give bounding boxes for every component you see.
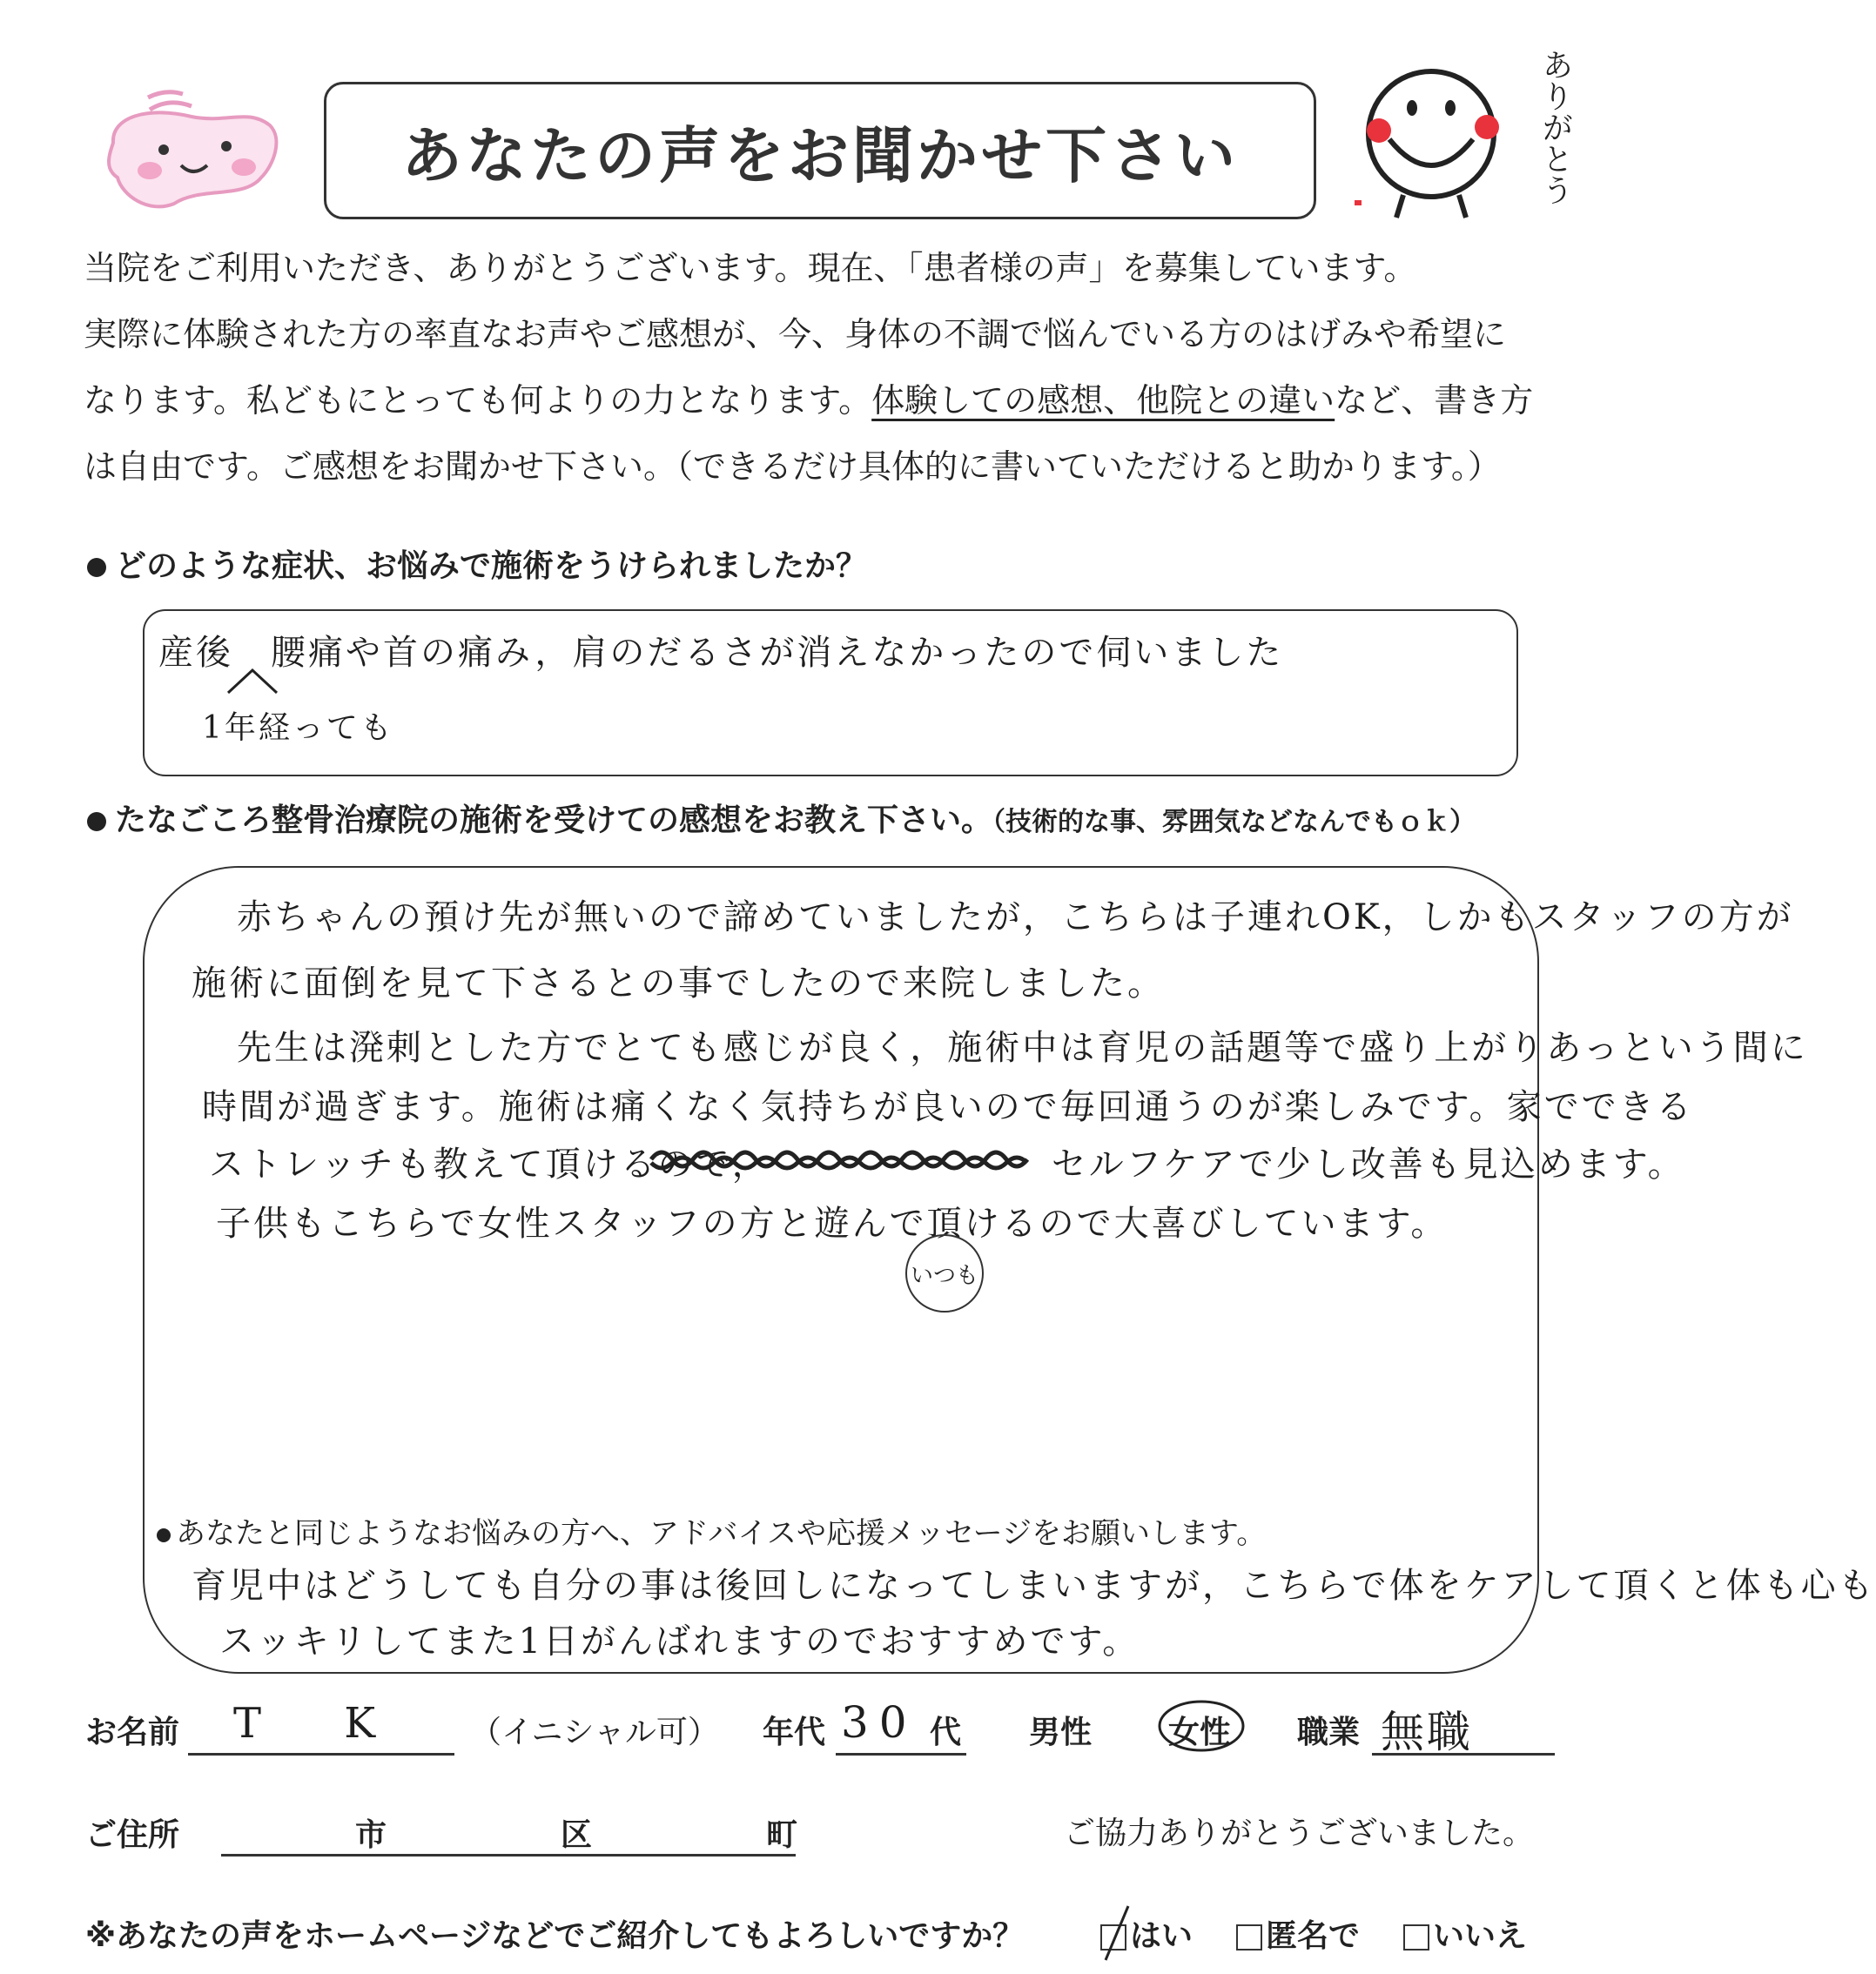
age-label: 年代 [763,1715,826,1750]
intro-line-3 [84,367,1616,433]
question-3-label: あなたと同じようなお悩みの方へ、アドバイスや応援メッセージをお願いします。 [176,1516,1267,1551]
intro-line-2: 実際に体験された方の率直なお声やご感想が、今、身体の不調で悩んでいる方のはげみや希望に [84,315,1507,353]
page-title: あなたの声をお聞かせ下さい [401,119,1239,191]
name-underline [188,1753,454,1756]
female-selected-circle [1156,1697,1247,1755]
question-2 [87,796,1476,840]
question-1-label: どのような症状、お悩みで施術をうけられましたか？ [115,548,868,584]
intro-line-4: は自由です。ご感想をお聞かせ下さい。（できるだけ具体的に書いていただけると助かります。） [84,447,1501,486]
scribble-strikeout [648,1140,1048,1178]
address-city: 市 [355,1817,387,1853]
address-underline [221,1854,796,1856]
gender-male-option: 男性 [1029,1715,1093,1750]
answer-2-line-4: 時間が過ぎます。施術は痛くなく気持ちが良いので毎回通うのが楽しみです。家でできる [202,1087,1694,1127]
smiley-face-illustration [1355,56,1511,230]
answer-1-insert: 1年経っても [202,710,394,746]
intro-paragraph [84,235,1616,500]
question-2-label: たなごころ整骨治療院の施術を受けての感想をお教え下さい。 [115,802,993,838]
consent-anon-option [1236,1911,1360,1956]
question-1 [87,541,867,586]
bullet-icon [157,1528,171,1542]
bullet-icon [87,558,106,577]
job-label: 職業 [1297,1715,1361,1750]
consent-yes-label: はい [1130,1918,1194,1954]
anon-checkbox [1236,1924,1262,1950]
consent-no-label: いいえ [1433,1918,1528,1954]
address-town: 町 [766,1817,798,1853]
job-value: 無職 [1381,1707,1473,1757]
no-checkbox [1403,1924,1429,1950]
consent-no-option [1403,1911,1527,1956]
question-3 [157,1509,1266,1552]
answer-3-line-2: スッキリしてまた1日がんばれますのでおすすめです。 [219,1622,1140,1662]
question-2-note: （技術的な事、雰囲気などなんでもｏｋ） [992,807,1476,837]
consent-anon-label: 匿名で [1266,1918,1361,1954]
address-ward: 区 [561,1817,593,1853]
age-value: 30 [841,1697,918,1748]
consent-question: ※あなたの声をホームページなどでご紹介してもよろしいですか？ [85,1918,1025,1954]
name-value: T K [233,1699,411,1748]
insert-caret-icon [225,667,280,696]
intro-line-1: 当院をご利用いただき、ありがとうございます。現在、「患者様の声」を募集しています。 [84,249,1417,287]
title-box [324,82,1316,219]
initial-note: （イニシャル可） [470,1715,719,1750]
bullet-icon [87,812,106,831]
answer-2-line-1: 赤ちゃんの預け先が無いので諦めていましたが，こちらは子連れOK，しかもスタッフの方が [237,897,1794,937]
age-suffix: 代 [930,1715,962,1750]
intro-line-3a: なります。私どもにとっても何よりの力となります。 [84,381,872,420]
job-underline [1372,1753,1555,1756]
intro-line-3b: など、書き方 [1335,381,1534,420]
mascot-ghost-illustration [96,82,287,212]
answer-2-line-6: 子供もこちらで女性スタッフの方と遊んで頂けるので大喜びしています。 [216,1204,1449,1244]
answer-1-line: 産後 腰痛や首の痛み，肩のだるさが消えなかったので伺いました [158,633,1284,673]
intro-underlined-text: 体験しての感想、他院との違い [871,381,1335,420]
gender-female-option: 女性 [1168,1715,1232,1750]
answer-2-line-3: 先生は溌剌とした方でとても感じが良く，施術中は育児の話題等で盛り上がりあっという間に [237,1028,1808,1068]
insert-note-circle: いつも [905,1234,984,1313]
answer-2-line-5: ストレッチも教えて頂けるので， セルフケアで少し改善も見込めます。 [209,1145,1685,1185]
answer-3-line-1: 育児中はどうしても自分の事は後回しになってしまいますが，こちらで体をケアして頂くと体も心も [192,1566,1876,1606]
yes-check-mark [1099,1903,1137,1964]
answer-2-line-2: 施術に面倒を見て下さるとの事でしたので来院しました。 [192,964,1165,1004]
thanks-message: ご協力ありがとうございました。 [1064,1816,1535,1851]
arigatou-vertical-text: ありがとう [1537,49,1573,205]
name-label: お名前 [85,1715,180,1750]
age-underline [836,1753,966,1756]
address-label: ご住所 [85,1817,180,1853]
